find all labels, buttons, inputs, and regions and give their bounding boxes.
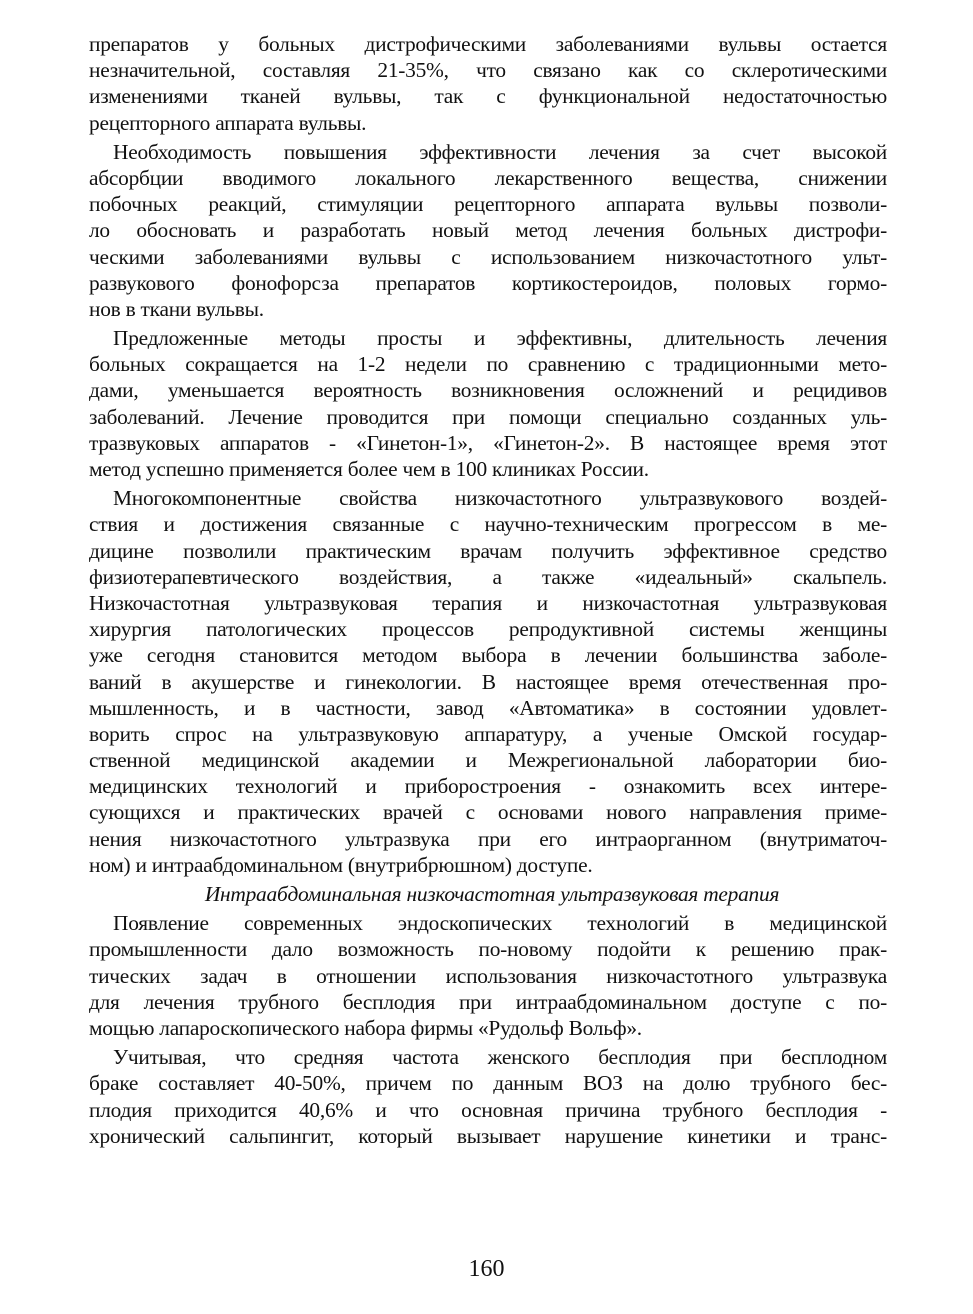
text-line: ствия и достижения связанные с научно-техническим прогрессом в ме- — [89, 512, 887, 537]
text-line: ном) и интраабдоминальном (внутрибрюшном) доступе. — [89, 852, 593, 877]
paragraph-4 — [89, 485, 887, 878]
text-line: незначительной, составляя 21-35%, что связано как со склеротическими — [89, 58, 887, 83]
text-line: абсорбции вводимого локального лекарственного вещества, снижении — [89, 165, 887, 190]
text-line: тических задач в отношении использования низкочастотного ультразвука — [89, 963, 887, 988]
paragraph-6 — [89, 1044, 887, 1149]
text-line: ческими заболеваниями вульвы с использованием низкочастотного ульт- — [89, 244, 887, 269]
text-line: Необходимость повышения эффективности лечения за счет высокой — [113, 139, 887, 164]
text-line: ворить спрос на ультразвуковую аппаратуру, а ученые Омской государ- — [89, 721, 887, 746]
text-line: нов в ткани вульвы. — [89, 296, 264, 321]
text-line: дами, уменьшается вероятность возникновения осложнений и рецидивов — [89, 378, 887, 403]
text-line: Появление современных эндоскопических технологий в медицинской — [113, 911, 887, 936]
text-line: побочных реакций, стимуляции рецепторного аппарата вульвы позволи- — [89, 192, 887, 217]
text-line: для лечения трубного бесплодия при интраабдоминальном доступе с по- — [89, 989, 887, 1014]
text-line: метод успешно применяется более чем в 100 клиниках России. — [89, 457, 649, 481]
text-line: изменениями тканей вульвы, так с функциональной недостаточностью — [89, 84, 887, 109]
page-body — [89, 31, 887, 1152]
text-line: заболеваний. Лечение проводится при помощи специально созданных уль- — [89, 404, 887, 429]
text-line: нения низкочастотного ультразвука при его интраорганном (внутриматоч- — [89, 826, 887, 851]
text-line: больных сокращается на 1-2 недели по сравнению с традиционными мето- — [89, 352, 887, 377]
text-line: дицине позволили практическим врачам получить эффективное средство — [89, 538, 887, 563]
text-line: Учитывая, что средняя частота женского бесплодия при бесплодном — [113, 1045, 887, 1070]
text-line: сующихся и практических врачей с основами нового направления приме- — [89, 800, 887, 825]
text-line: хронический сальпингит, который вызывает нарушение кинетики и транс- — [89, 1123, 887, 1148]
text-line: ственной медицинской академии и Межрегиональной лаборатории био- — [89, 748, 887, 773]
paragraph-5 — [89, 910, 887, 1041]
text-line: уже сегодня становится методом выбора в лечении большинства заболе- — [89, 643, 887, 668]
text-line: Многокомпонентные свойства низкочастотного ультразвукового воздей- — [113, 486, 887, 511]
text-line: мощью лапароскопического набора фирмы «Рудольф Вольф». — [89, 1015, 642, 1040]
text-line: промышленности дало возможность по-новому подойти к решению прак- — [89, 937, 887, 962]
text-line: плодия приходится 40,6% и что основная причина трубного бесплодия - — [89, 1097, 887, 1122]
text-line: препаратов у больных дистрофическими заболеваниями вульвы остается — [89, 32, 887, 56]
text-line: Низкочастотная ультразвуковая терапия и низкочастотная ультразвуковая — [89, 590, 887, 615]
text-line: ваний в акушерстве и гинекологии. В настоящее время отечественная про- — [89, 669, 887, 694]
text-line: ло обосновать и разработать новый метод лечения больных дистрофи- — [89, 218, 887, 243]
text-line: Предложенные методы просты и эффективны, длительность лечения — [113, 326, 887, 351]
text-line: физиотерапевтического воздействия, а также «идеальный» скальпель. — [89, 564, 887, 589]
text-line: тразвуковых аппаратов - «Гинетон-1», «Гинетон-2». В настоящее время этот — [89, 430, 887, 455]
text-line: мышленность, и в частности, завод «Автоматика» в состоянии удовлет- — [89, 695, 887, 720]
paragraph-2 — [89, 139, 887, 322]
text-line: развукового фонофорсза препаратов кортикостероидов, половых гормо- — [89, 270, 887, 295]
text-line: браке составляет 40-50%, причем по данным ВОЗ на долю трубного бес- — [89, 1071, 887, 1096]
text-line: медицинских технологий и приборостроения - ознакомить всех интере- — [89, 774, 887, 799]
text-line: хирургия патологических процессов репродуктивной системы женщины — [89, 617, 887, 642]
paragraph-3 — [89, 325, 887, 482]
section-subheading: Интраабдоминальная низкочастотная ультразвуковая терапия — [204, 882, 780, 906]
text-line: рецепторного аппарата вульвы. — [89, 110, 367, 135]
paragraph-1 — [89, 31, 887, 136]
page-number: 160 — [468, 1256, 505, 1282]
